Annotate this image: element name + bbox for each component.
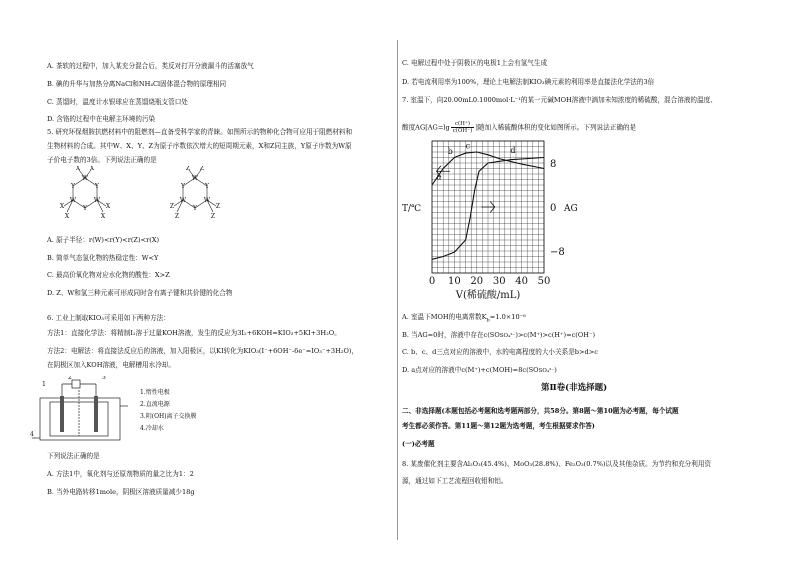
ag-denominator: c(OH⁻) <box>452 128 473 134</box>
ag-tick-label: 0 <box>550 203 557 214</box>
ring-atom: W <box>69 197 77 204</box>
x-tick-label: 20 <box>470 276 484 287</box>
q8-stem-1: 8. 某废催化剂主要含Al₂O₃(45.4%)、MoO₃(28.8%)、Fe₂O₃(0.7%)以及其他杂质。为节约和充分利用资 <box>402 460 712 468</box>
ag-temperature-chart <box>400 135 600 303</box>
left-text-line: A. 茶软的过程中，加入某充分混合后，类反对打开分液漏斗的活塞放气 <box>47 62 254 70</box>
ag-numerator: c(H⁺) <box>451 121 475 128</box>
left-text-line: 在阴极区加入KOH溶液，电解槽用水冷却。 <box>47 361 175 369</box>
ring-atom: X <box>75 166 81 172</box>
q7-stem-2: 酸度AG[AG=lg $\frac{c(H^+)}{c(OH^-)}$ ]随加入稀硫酸体积的变化如图所示。下列说法正确的是 <box>402 121 637 134</box>
x-tick-label: 30 <box>492 276 506 287</box>
ring-structure <box>40 166 240 224</box>
part2-intro-2: 考生都必须作答。第11题～第12题为选考题，考生根据要求作答) <box>402 422 595 430</box>
ring-atom: Z <box>169 203 175 210</box>
q6-option-c: C. 电解过程中处于阴极区的电极1上会有氢气生成 <box>402 59 548 67</box>
cell-label: 2.直流电源 <box>140 401 170 408</box>
ring-atom: X <box>89 166 95 172</box>
point-label: a <box>436 172 442 182</box>
left-text-line: C. 最高价氧化物对应水化物的酸性：X>Z <box>47 271 170 279</box>
part2-intro-1: 二、非选择题(本题包括必考题和选考题两部分，共58分。第8题～第10题为必考题，每个试题 <box>402 407 679 415</box>
left-text-line: D. Z、W和氢三种元素可形成同时含有离子键和共价键的化合物 <box>47 289 233 297</box>
ring-atom: Y <box>193 205 197 212</box>
left-text-line: B. 碘的升华与加热分离NaCl和NH₄Cl固体混合物的原理相同 <box>47 80 227 88</box>
cell-number: 1 <box>42 381 46 388</box>
left-text-line: 子价电子数的3倍。下列说法正确的是 <box>47 156 157 164</box>
column-divider <box>397 40 398 540</box>
x-tick-label: 10 <box>448 276 461 287</box>
ring-atom: Y <box>181 183 185 190</box>
ring-atom: W <box>179 197 187 204</box>
ring-atom: Y <box>95 183 99 190</box>
cell-number: 2 <box>68 376 72 381</box>
left-text-line: B. 当外电路转移1mole，阴极区溶液质量减少18g <box>47 488 195 496</box>
ring-atom: W <box>191 175 199 182</box>
cell-number: 4 <box>30 431 34 438</box>
left-text-line: 方法2：电解法：将直接法反应后的溶液，加入阳极区，以KI转化为KIO₃(I⁻+6OH⁻-6e⁻=IO₃⁻+3H₂O)， <box>47 347 359 355</box>
ring-atom: X <box>64 213 70 220</box>
ring-atom: Z <box>215 203 221 210</box>
ring-atom: Z <box>185 166 191 172</box>
ring-atom: Z <box>210 213 216 220</box>
ring-atom: W <box>93 197 101 204</box>
ring-atom: Z <box>199 166 205 172</box>
ring-atom: Y <box>71 183 75 190</box>
left-text-line: D. 含铬的过程中在电解主环境的污染 <box>47 115 156 123</box>
q7-option-b: B. 当AG=0时，溶液中存在c(SOSO₄²⁻)>c(M⁺)>c(H⁺)=c(OH⁻) <box>402 331 596 339</box>
ring-atom: Y <box>205 183 209 190</box>
left-text-line: 生物材料的合成。其中W、X、Y、Z为原子序数依次增大的短周期元素，X和Z同主族，Y原子序数为W原 <box>47 142 352 150</box>
ring-atom: Z <box>174 213 180 220</box>
section-title: 第Ⅱ卷(非选择题) <box>541 383 608 393</box>
cell-number: 3 <box>102 376 106 381</box>
point-label: b <box>447 147 453 157</box>
left-text-line: C. 蒸馏时，温度计水银球应在蒸馏烧瓶支管口处 <box>47 98 188 106</box>
cell-label: 3.阴(OH)离子交换膜 <box>140 413 197 420</box>
ring-atom: Y <box>83 205 87 212</box>
q7-option-d: D. a点对应的溶液中c(M⁺)+c(MOH)=8c(SOSO₄²⁻) <box>402 366 557 374</box>
left-text-line: 6. 工业上制取KIO₃可采用如下两种方法： <box>47 314 170 322</box>
left-text-line: 5. 研究环保烟胺抗燃材料中的阻燃剂—直备受科学家的青睐。如图所示的物种化合物可应用于阻燃材料和 <box>47 128 353 136</box>
point-label: d <box>510 146 516 156</box>
ag-tick-label: 8 <box>550 159 557 170</box>
left-text-line: A. 原子半径：r(W)<r(Y)<r(Z)<r(X) <box>47 236 160 244</box>
right-axis-label: AG <box>564 204 578 214</box>
x-tick-label: 50 <box>537 276 551 287</box>
left-text-line: B. 简单气态氢化物的热稳定性：W<Y <box>47 254 159 262</box>
x-tick-label: 0 <box>428 276 436 287</box>
required-questions-heading: (一)必考题 <box>402 440 435 448</box>
q7-stem-1: 7. 室温下，向20.00mL0.1000mol·L⁻¹的某一元碱MOH溶液中滴加未知浓度的稀硫酸，混合溶液的温度、 <box>402 96 717 104</box>
x-axis-label: V(稀硫酸/mL) <box>455 290 521 301</box>
left-text-line: 下列说法正确的是 <box>47 452 100 460</box>
ag-tick-label: −8 <box>550 247 565 258</box>
x-tick-label: 40 <box>515 276 528 287</box>
point-label: c <box>465 141 471 151</box>
q8-stem-2: 源，通过如下工艺流程回收钼和铝。 <box>402 477 508 485</box>
ring-atom: X <box>59 203 65 210</box>
cell-label: 1.惰性电极 <box>140 389 170 396</box>
left-text-line: 方法1：直接化学法：将精制I₂溶于过量KOH溶液，发生的反应为3I₂+6KOH=KIO₃+5KI+3H₂O。 <box>47 329 341 337</box>
left-text-line: A. 方法1中，氧化剂与还原剂物质的量之比为1：2 <box>47 470 194 478</box>
left-axis-label: T/℃ <box>402 204 422 214</box>
q6-option-d: D. 若电流利用率为100%，理论上电解法制KIO₃碘元素的利用率是直接法化学法的3倍 <box>402 78 655 86</box>
electrolysis-cell-diagram <box>30 376 250 448</box>
cell-label: 4.冷却水 <box>140 425 164 432</box>
ring-atom: W <box>203 197 211 204</box>
q7-option-c: C. b、c、d三点对应的溶液中，水的电离程度的大小关系是b>d>c <box>402 348 598 356</box>
ring-atom: W <box>81 175 89 182</box>
ring-atom: X <box>105 203 111 210</box>
ring-atom: X <box>100 213 106 220</box>
q7-option-a: A. 室温下MOH的电离常数$K_b=1.0\times 10^{-6}$ <box>402 313 526 324</box>
